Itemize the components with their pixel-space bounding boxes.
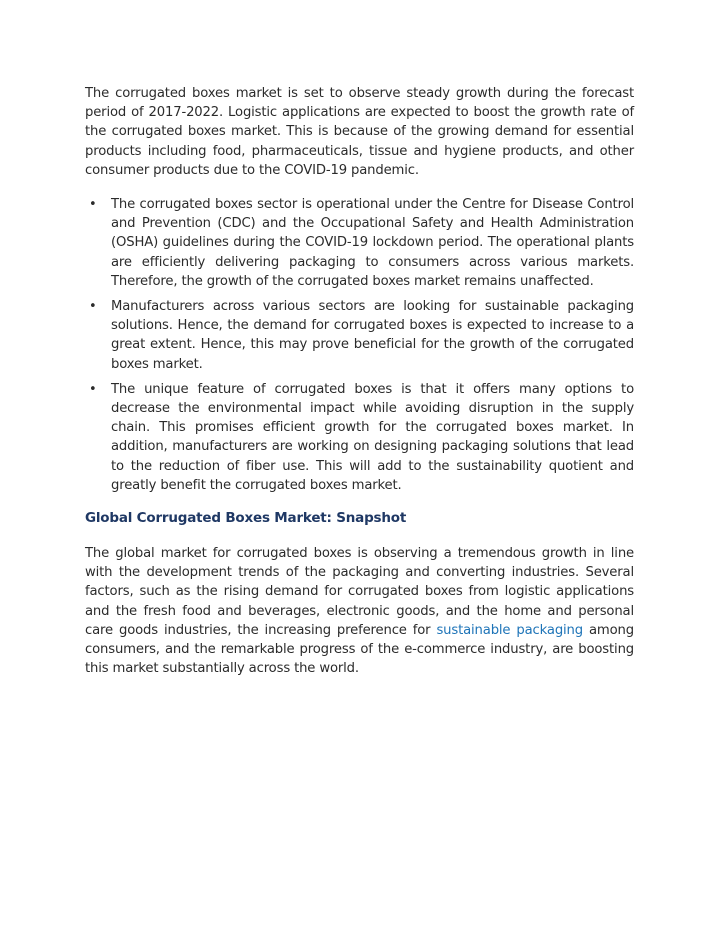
- bullet-icon: •: [89, 299, 97, 315]
- bullet-icon: •: [89, 197, 97, 213]
- bullet-text: Manufacturers across various sectors are looking for sustainable packaging solutions. Hence, the demand for corrugated boxes is expected to increase to a great extent. Hence, this may prove beneficial for the growth of the corrugated boxes market.: [111, 299, 634, 372]
- sustainable-packaging-link[interactable]: sustainable packaging: [436, 622, 583, 638]
- snapshot-text-start: The global market for corrugated boxes is observing a tremendous growth in line with the development trends of the packaging and converting industries. Several factors, such as the rising demand for corrugated boxes from logistic applications and the fresh food and beverages, electronic goods, and the home and personal care goods industries, the increasing preference for: [85, 546, 634, 638]
- bullet-text: The corrugated boxes sector is operational under the Centre for Disease Control and Prevention (CDC) and the Occupational Safety and Health Administration (OSHA) guidelines during the COVID-19 lockdown period. The operational plants are efficiently delivering packaging to consumers across various markets. Therefore, the growth of the corrugated boxes market remains unaffected.: [111, 197, 634, 289]
- intro-paragraph: The corrugated boxes market is set to observe steady growth during the forecast period of 2017-2022. Logistic applications are expected to boost the growth rate of the corrugated boxes market. This is because of the growing demand for essential products including food, pharmaceuticals, tissue and hygiene products, and other consumer products due to the COVID-19 pandemic.: [85, 86, 634, 178]
- bullet-item: [85, 380, 634, 495]
- bullet-text: The unique feature of corrugated boxes is that it offers many options to decrease the environmental impact while avoiding disruption in the supply chain. This promises efficient growth for the corrugated boxes market. In addition, manufacturers are working on designing packaging solutions that lead to the reduction of fiber use. This will add to the sustainability quotient and greatly benefit the corrugated boxes market.: [111, 381, 634, 493]
- bullet-item: [85, 195, 634, 291]
- section-heading: Global Corrugated Boxes Market: Snapshot: [85, 510, 407, 527]
- snapshot-text-end: among consumers, and the remarkable progress of the e-commerce industry, are boosting this market substantially across the world.: [85, 622, 634, 677]
- bullet-icon: •: [89, 381, 97, 397]
- snapshot-paragraph: [85, 544, 634, 678]
- bullet-item: [85, 297, 634, 374]
- document-page: [85, 84, 634, 678]
- bullet-list: [85, 195, 634, 495]
